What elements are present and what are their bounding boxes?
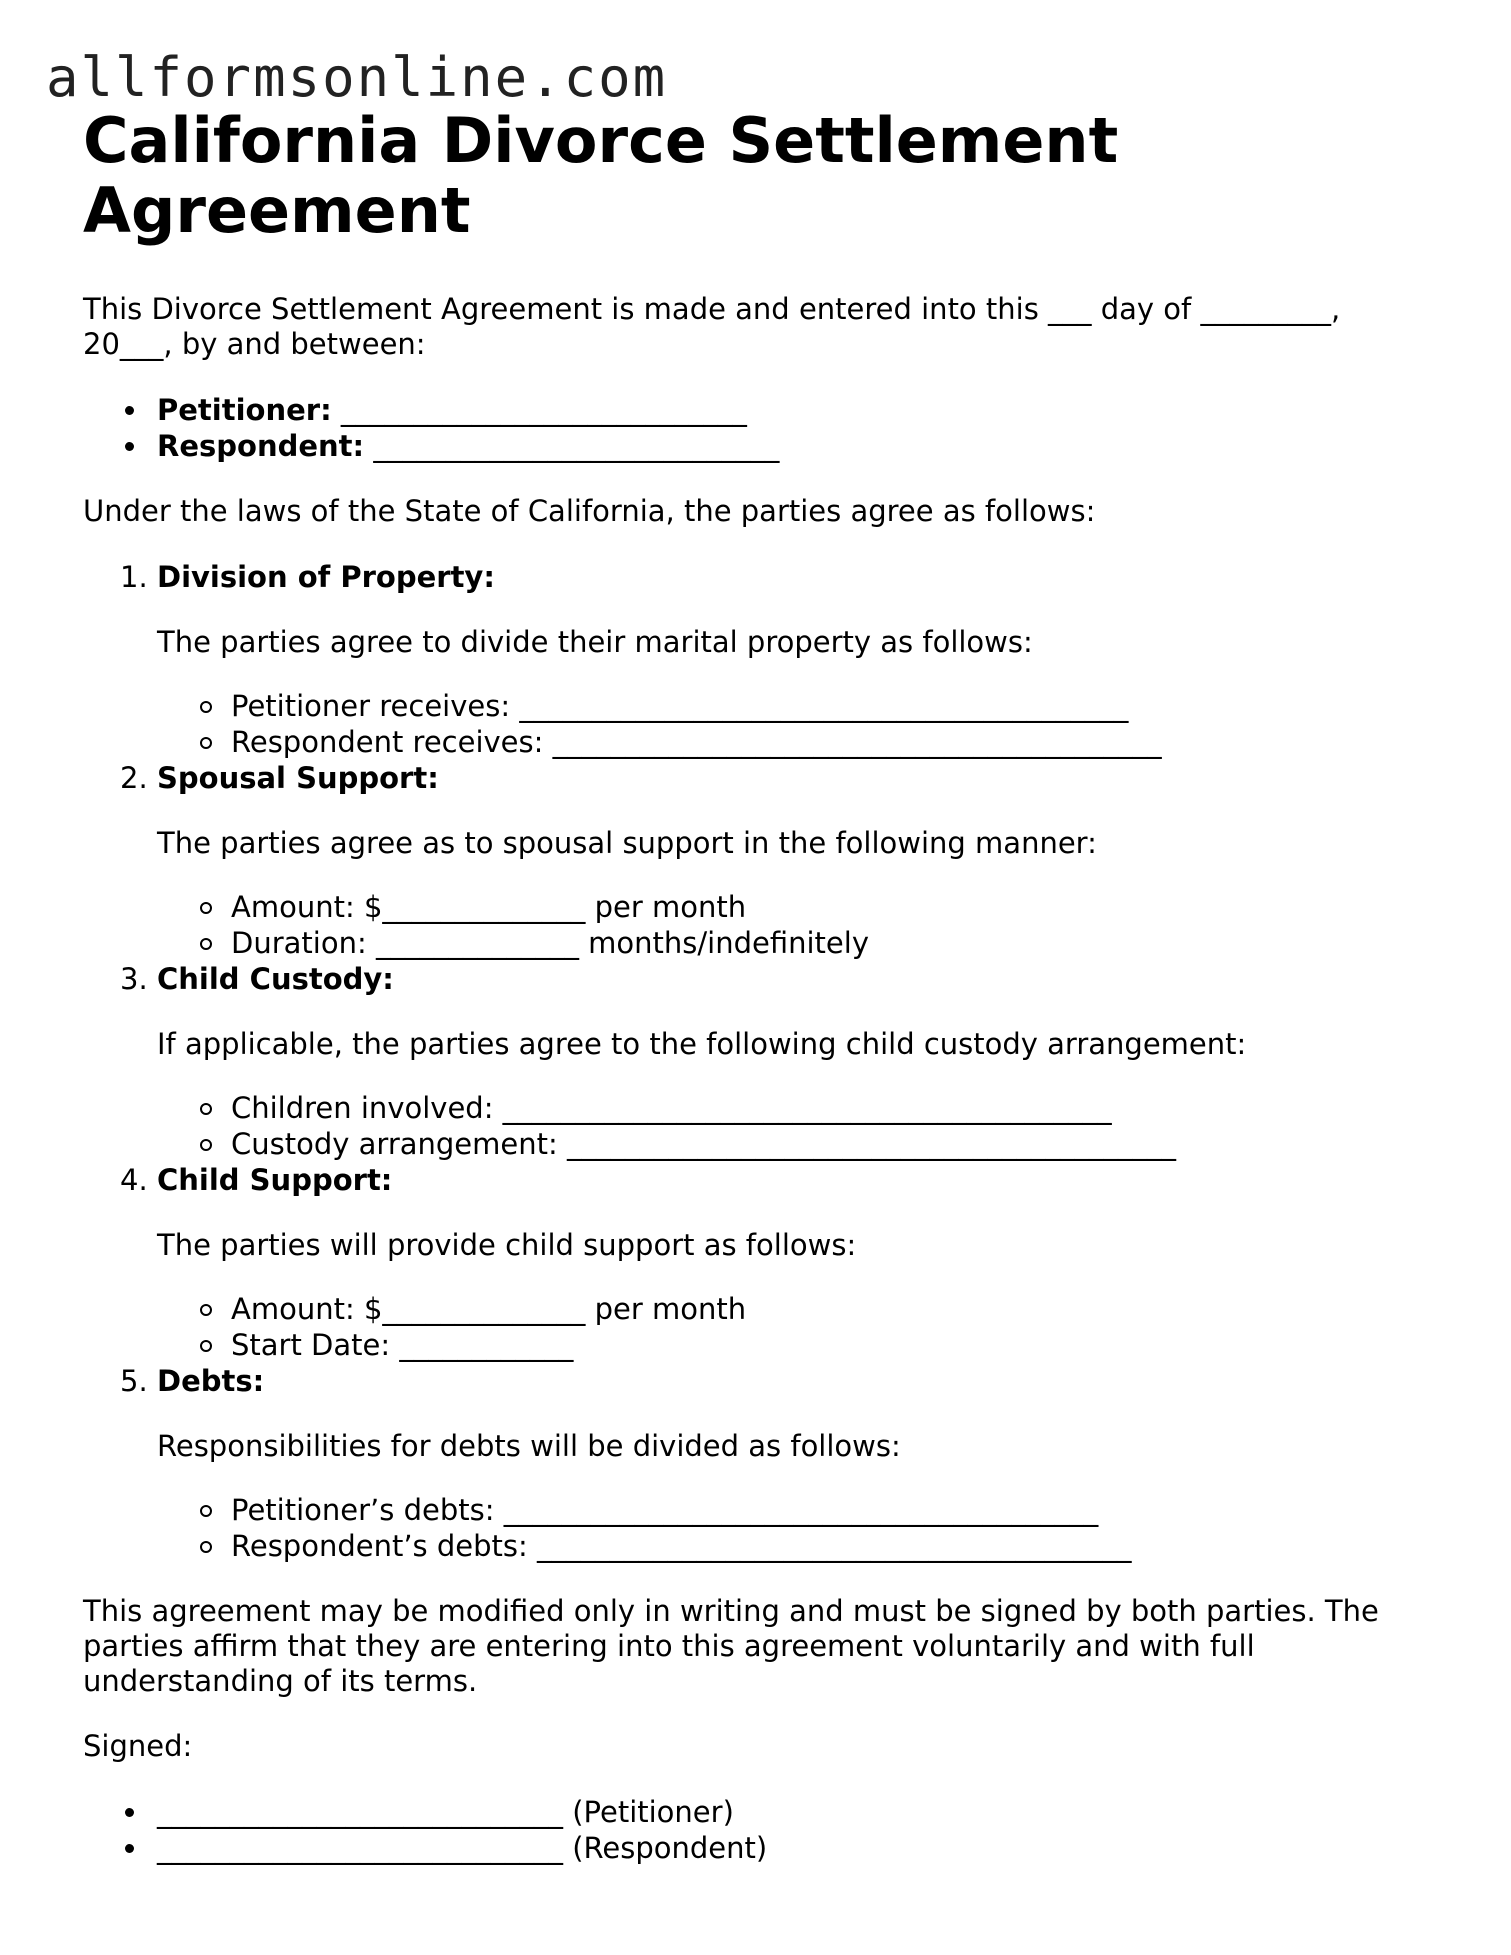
section-title: Child Custody: <box>157 962 394 996</box>
party-respondent <box>83 428 1413 464</box>
signatures-list <box>83 1794 1413 1866</box>
list-item[interactable]: Amount: $______________ per month <box>157 889 1413 925</box>
section-division-of-property <box>83 559 1413 760</box>
section-title: Debts: <box>157 1364 265 1398</box>
signed-label: Signed: <box>83 1729 193 1763</box>
signature-line-respondent[interactable]: ____________________________ (Respondent) <box>83 1830 1413 1866</box>
party-petitioner <box>83 392 1413 428</box>
section-description: The parties agree to divide their marital property as follows: <box>157 625 1033 659</box>
section-title: Division of Property: <box>157 560 495 594</box>
section-title: Spousal Support: <box>157 761 439 795</box>
parties-list <box>83 392 1413 464</box>
section-number: 3. <box>120 962 148 996</box>
section-title: Child Support: <box>157 1163 393 1197</box>
list-item[interactable]: Respondent receives: __________________________________________ <box>157 724 1413 760</box>
list-item[interactable]: Respondent’s debts: _________________________________________ <box>157 1528 1413 1564</box>
party-label: Respondent: <box>157 429 365 463</box>
section-items <box>157 1291 1413 1363</box>
party-blank[interactable]: ____________________________ <box>340 393 747 427</box>
section-items <box>157 688 1413 760</box>
section-child-support <box>83 1162 1413 1363</box>
list-item[interactable]: Petitioner’s debts: _________________________________________ <box>157 1492 1413 1528</box>
watermark: allformsonline.com <box>46 46 668 109</box>
signature-line-petitioner[interactable]: ____________________________ (Petitioner) <box>83 1794 1413 1830</box>
section-spousal-support <box>83 760 1413 961</box>
list-item[interactable]: Amount: $______________ per month <box>157 1291 1413 1327</box>
section-description: The parties will provide child support as follows: <box>157 1228 857 1262</box>
section-description: If applicable, the parties agree to the following child custody arrangement: <box>157 1027 1247 1061</box>
party-blank[interactable]: ____________________________ <box>373 429 780 463</box>
section-items <box>157 1090 1413 1162</box>
section-description: The parties agree as to spousal support in the following manner: <box>157 826 1097 860</box>
section-number: 4. <box>120 1163 148 1197</box>
document-body <box>83 106 1413 1866</box>
section-child-custody <box>83 961 1413 1162</box>
closing-paragraph: This agreement may be modified only in writing and must be signed by both parties. The parties affirm that they are entering into this agreement voluntarily and with full understanding of its terms. <box>83 1594 1379 1698</box>
list-item[interactable]: Children involved: __________________________________________ <box>157 1090 1413 1126</box>
list-item[interactable]: Start Date: ____________ <box>157 1327 1413 1363</box>
party-label: Petitioner: <box>157 393 332 427</box>
section-debts <box>83 1363 1413 1564</box>
section-number: 5. <box>120 1364 148 1398</box>
section-items <box>157 889 1413 961</box>
intro-paragraph: This Divorce Settlement Agreement is made and entered into this ___ day of _________, 20___, by and between: <box>83 292 1341 361</box>
section-items <box>157 1492 1413 1564</box>
document-title: California Divorce Settlement Agreement <box>83 104 1119 247</box>
laws-statement: Under the laws of the State of California, the parties agree as follows: <box>83 494 1096 528</box>
list-item[interactable]: Custody arrangement: __________________________________________ <box>157 1126 1413 1162</box>
list-item[interactable]: Petitioner receives: __________________________________________ <box>157 688 1413 724</box>
section-number: 1. <box>120 560 148 594</box>
sections-list <box>83 559 1413 1564</box>
list-item[interactable]: Duration: ______________ months/indefinitely <box>157 925 1413 961</box>
section-description: Responsibilities for debts will be divided as follows: <box>157 1429 901 1463</box>
section-number: 2. <box>120 761 148 795</box>
